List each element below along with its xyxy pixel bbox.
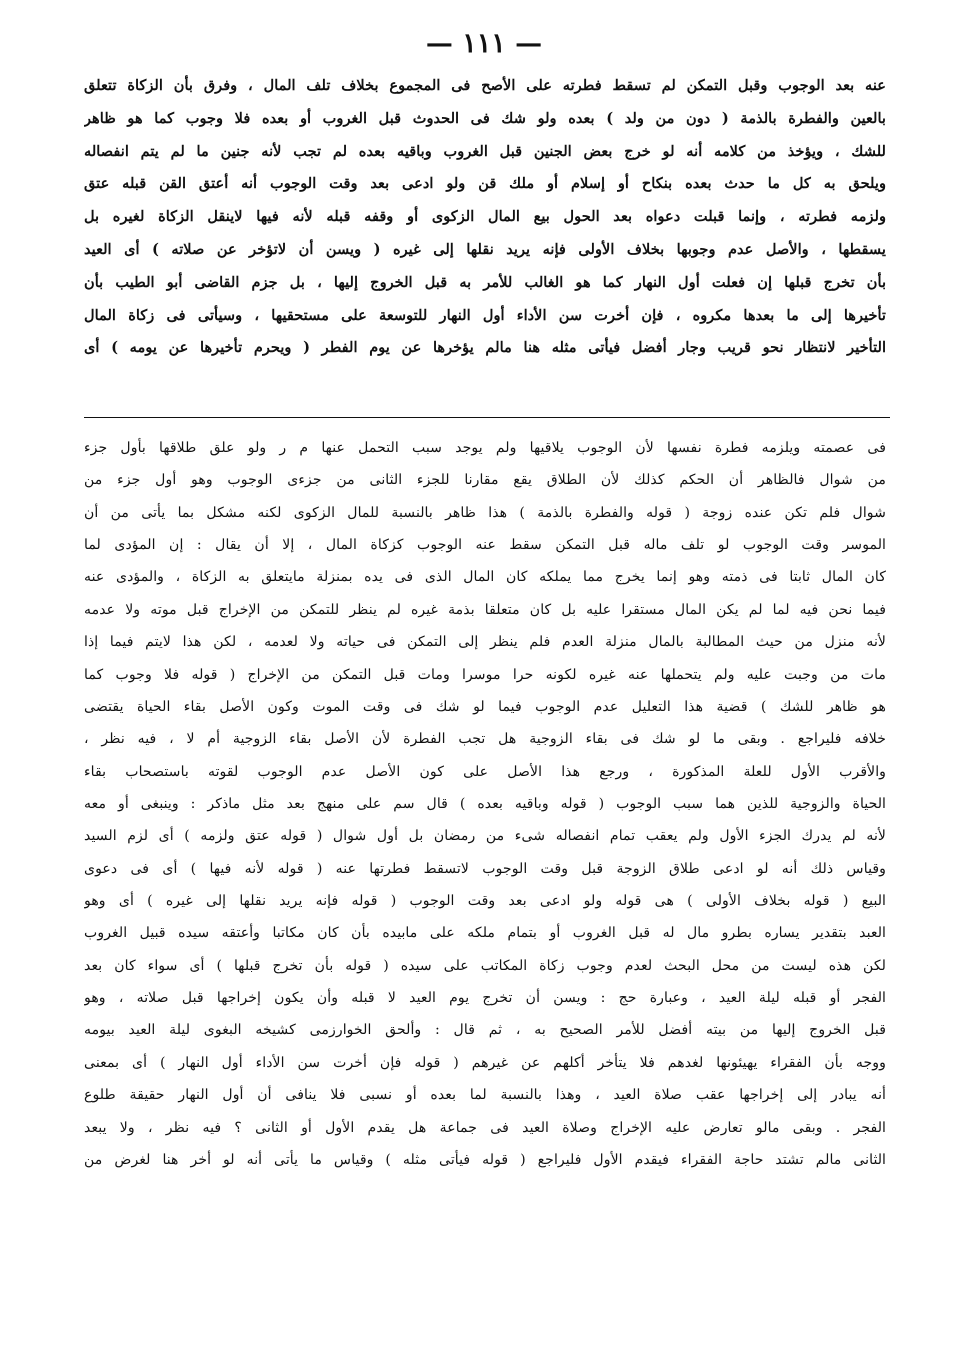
commentary-line: الثانى مالم تشتد حاجة الفقراء فيقدم الأول فليراجع ( قوله فيأتى مثله ) وقياس ما يأتى أنه لو أخر هنا لغرض من: [84, 1151, 886, 1168]
commentary-line: كان المال ثابتا فى ذمته وهو إنما يخرج مما يملكه كان المال الذى فى يده بمنزلة مايتعلق به الزكاة ، والمؤدى عنه: [84, 569, 886, 586]
main-text-line: بالعين والفطرة بالذمة ( دون من ولد ) بعده ولو شك فى الحدوث قبل الغروب أو بعده فلا وجوب كما هو ظاهر: [84, 109, 886, 127]
commentary-line: البيع ( قوله بخلاف الأولى ) هى قوله ولو ادعى بعد وقت الوجوب ( قوله فإنه يريد نقلها إلى غيره ) أى وهو: [84, 893, 886, 910]
commentary-line: فيما نحن فيه لما لم يكن المال مستقرا عليه بل كان متعلقا بذمة غيره لم ينظر للتمكن من الإخراج قبل موته ولا عدمه: [84, 601, 886, 618]
commentary-line: لكن هذه ليست من محل البحث لعدم وجوب زكاة المكاتب على سيده ( قوله بأن تخرج قبلها ) أى سواء كان بعد: [84, 957, 886, 974]
main-text-line: تأخيرها إلى ما بعدها مكروه ، فإن أخرت سن الأداء أول النهار للتوسعة على مستحقيها ، وسيأتى فى زكاة المال: [84, 306, 886, 324]
main-text-line: للشك ، ويؤخذ من كلامه أنه لو خرج بعض الجنين قبل الغروب وباقيه بعده لم تجب لأنه جنين ما لم يتم انفصاله: [84, 142, 886, 160]
commentary-line: الحياة والزوجية للذين هما سبب الوجوب ( قوله وباقيه بعده ) قال سم على منهج بعد مثل ماذكر : وينبغى أو معه: [84, 795, 886, 812]
commentary-line: الفجر . وبقى مالو تعارض عليه الإخراج وصلاة العيد فى جماعة هل يقدم الأول أو الثانى ؟ فيه نظر ، ولا يبعد: [84, 1119, 886, 1136]
footnote-separator-rule: [84, 417, 890, 418]
main-text-line: عنه بعد الوجوب وقبل التمكن لم تسقط فطرته على الأصح فى المجموع بخلاف تلف المال ، وفرق بأن الزكاة تتعلق: [84, 77, 886, 94]
commentary-line: لأنه منزل من حيث المطالبة بالمال منزلة العدم فلم ينظر إلى التمكن فى حياته ولا لعدمه ، لكن هذا لايتم فيما إذا: [84, 634, 886, 651]
main-text-line: ويلحق به كل ما حدث بعده بنكاح أو إسلام أو ملك قن ولو ادعى بعد وقت الوجوب أنه أعتق القن قبله عتق: [84, 175, 886, 193]
commentary-line: من شوال فالظاهر أن الحكم كذلك لأن الطلاق يقع مقارنا للجزء الثانى من جزءى الوجوب وهو أول جزء من: [84, 472, 886, 489]
main-text-line: ولزمه فطرته ، وإنما قبلت دعواه بعد الحول بيع المال الزكوى أو وقفه قبله لأنه فيها لاينقل الزكاة لغيره بل: [84, 208, 886, 226]
commentary-line: شوال فلم تكن عنده زوجة ( قوله والفطرة بالذمة ) هذا ظاهر بالنسبة للمال الزكوى لكنه مشكل بما يأتى من أن: [84, 504, 886, 521]
commentary-line: قبل الخروج إليها من بيته أفضل للأمر الصحيح به ، ثم قال : وألحق الخوارزمى كشيخه البغوى ليلة العيد بيومه: [84, 1022, 886, 1039]
commentary-line: مات من وجبت عليه ولم يتحملها عنه غيره لكونه حرا موسرا ومات قبل التمكن من الإخراج ( قوله فلا وجوب كما: [84, 666, 886, 683]
main-text-line: بأن تخرج قبلها إن فعلت أول النهار كما هو الغالب للأمر به قبل الخروج إليها ، بل جزم القاضى أبو الطيب بأن: [84, 273, 886, 291]
commentary-line: ووجه بأن الفقراء يهيئونها لغدهم فلا يتأخر أكلهم عن غيرهم ( قوله فإن أخرت سن الأداء أول النهار ) أى بمعنى: [84, 1054, 886, 1071]
commentary-line: الموسر وقت الوجوب لو تلف ماله قبل التمكن سقط عنه الوجوب كزكاة المال ، إلا أن يقال : إن المؤدى لما: [84, 537, 886, 554]
commentary-line: وقياس ذلك أنه لو ادعى طلاق الزوجة قبل وقت الوجوب لاتسقط فطرتها عنه ( قوله لأنه فيها ) أى فى دعوى: [84, 860, 886, 877]
main-text-block: [84, 70, 886, 365]
commentary-block: [84, 432, 886, 1176]
commentary-line: هو ظاهر للشك ) قضية هذا التعليل عدم الوجوب فيما لو شك فى وقت الموت وكون الأصل بقاء الحياة يقتضى: [84, 698, 886, 715]
main-text-line: التأخير لانتظار نحو قريب وجار أفضل فيأتى مثله هنا مالم يؤخرها عن يوم الفطر ( ويحرم تأخيرها عن يومه ) أى: [84, 339, 886, 357]
commentary-line: لأنه لم يدرك الجزء الأول ولم يعقب تمام انفصاله شىء من رمضان بل أول شوال ( قوله عتق ولزمه ) أى لزم السيد: [84, 828, 886, 845]
commentary-line: الفجر أو قبله ليلة العيد ، وعبارة حج : ويسن أن تخرج يوم العيد لا قبله وأن يكون إخراجها قبل صلاته ، وهو: [84, 990, 886, 1007]
commentary-line: فى عصمته ويلزمه فطرة نفسها لأن الوجوب يلاقيها ولم يوجد سبب التحمل عنها م ر ولو علق طلاقها بأول جزء: [84, 440, 886, 456]
commentary-line: خلافه فليراجع . وبقى ما لو شك فى بقاء الزوجية هل تجب الفطرة لأن الأصل بقاء الزوجية أم لا ، فيه نظر ،: [84, 731, 886, 748]
page-number: — ١١١ —: [425, 28, 543, 59]
commentary-line: أنه يبادر إلى إخراجها عقب صلاة العيد ، وهذا بالنسبة لما بعده أو نسبى فلا ينافى أن أول النهار حقيقة طلوع: [84, 1087, 886, 1104]
commentary-line: والأقرب الأول للعلة المذكورة ، ورجع هذا الأصل على كون الأصل عدم الوجوب لقوته باستصحاب بقاء: [84, 763, 886, 780]
main-text-line: يسقطها ، والأصل عدم وجوبها بخلاف الأولى فإنه يريد نقلها إلى غيره ( ويسن أن لاتؤخر عن صلاته ) أى العيد: [84, 240, 886, 258]
commentary-line: العبد بتقدير يساره بطرو مال له قبل الغروب أو بتمام ملكه على مابيده بأن كان مكاتبا وأعتقه سيده قبيل الغروب: [84, 925, 886, 942]
